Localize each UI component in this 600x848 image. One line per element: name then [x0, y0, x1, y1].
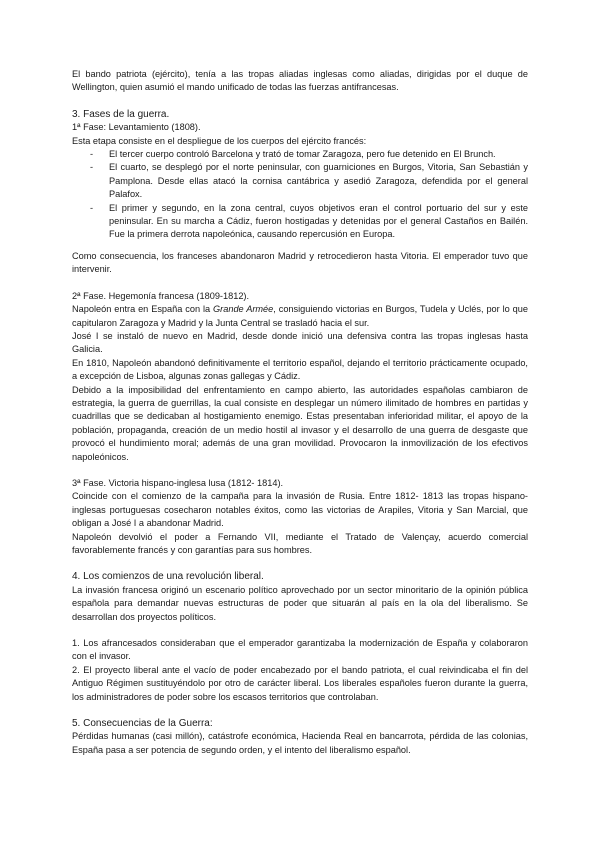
- phase-1-title: 1ª Fase: Levantamiento (1808).: [72, 122, 201, 133]
- section-3-heading: 3. Fases de la guerra.: [72, 108, 170, 120]
- section-5-heading: 5. Consecuencias de la Guerra:: [72, 718, 213, 730]
- section-4-heading: 4. Los comienzos de una revolución liberal.: [72, 571, 264, 583]
- phase-2-paragraph-4: Debido a la imposibilidad del enfrentamiento en campo abierto, las autoridades españolas cambiaron de estrategia, la guerra de guerrillas, la cual consiste en desplegar un número ilimitado de hombres en partidas y cuadrillas que se dedicaban al hostigamiento enemigo. Estas presentaban inferioridad militar, el apoyo de la población, propaganda, creación de un medio hostil al invasor y el desarrollo de una guerra de desgaste que provocó el hundimiento moral; además de una gran movilidad. Provocaron la inmovilización de los efectivos napoleónicos.: [72, 384, 528, 462]
- list-item: - El primer y segundo, en la zona central, cuyos objetivos eran el control portuario del sur y este peninsular. En su marcha a Cádiz, fueron hostigadas y detenidas por el general Castaños en Bailén. Fue la primera derrota napoleónica, causando repercusión en Europa.: [72, 202, 528, 242]
- list-item: - El tercer cuerpo controló Barcelona y trató de tomar Zaragoza, pero fue detenido en El Brunch.: [72, 148, 528, 161]
- phase-1-consequence: Como consecuencia, los franceses abandonaron Madrid y retrocedieron hasta Vitoria. El emperador tuvo que intervenir.: [72, 250, 528, 275]
- grande-armee-term: Grande Armée: [213, 304, 274, 315]
- phase-1-list: [72, 148, 528, 242]
- phase-2-title: 2ª Fase. Hegemonía francesa (1809-1812).: [72, 290, 250, 301]
- phase-3-title: 3ª Fase. Victoria hispano-inglesa lusa (1812- 1814).: [72, 477, 284, 488]
- list-item: - El cuarto, se desplegó por el norte peninsular, con guarniciones en Burgos, Vitoria, San Sebastián y Pamplona. Desde ellas atacó la cornisa cantábrica y asedió Zaragoza, defendida por el general Palafox.: [72, 161, 528, 201]
- section-4-point-2: 2. El proyecto liberal ante el vacío de poder encabezado por el bando patriota, el cual reivindicaba el fin del Antiguo Régimen sustituyéndolo por otro de carácter liberal. Los liberales españoles fueron durante la guerra, los administradores de poder sobre los escasos territorios que controlaban.: [72, 664, 528, 702]
- phase-2-paragraph-3: En 1810, Napoleón abandonó definitivamente el territorio español, dejando el territorio prácticamente ocupado, a excepción de Lisboa, algunas zonas gallegas y Cádiz.: [72, 357, 528, 382]
- phase-2-paragraph-2: José I se instaló de nuevo en Madrid, desde donde inició una defensiva contra las tropas inglesas hasta Galicia.: [72, 330, 528, 355]
- phase-3-paragraph-2: Napoleón devolvió el poder a Fernando VII, mediante el Tratado de Valençay, acuerdo comercial favorablemente francés y con garantías para sus hombres.: [72, 531, 528, 555]
- section-4-point-1: 1. Los afrancesados consideraban que el emperador garantizaba la modernización de España y colaboraron con el invasor.: [72, 638, 528, 662]
- section-4-intro: La invasión francesa originó un escenario político aprovechado por un sector minoritario de la opinión pública española para demandar nuevas estructuras de poder que situarán al país en la ola del liberalismo. Se desarrollan dos proyectos políticos.: [72, 584, 528, 622]
- section-5-text: Pérdidas humanas (casi millón), catástrofe económica, Hacienda Real en bancarrota, pérdida de las colonias, España pasa a ser potencia de segundo orden, y el intento del liberalismo español.: [72, 731, 528, 755]
- intro-paragraph: El bando patriota (ejército), tenía a las tropas aliadas inglesas como aliadas, dirigidas por el duque de Wellington, quien asumió el mando unificado de todas las fuerzas antifrancesas.: [72, 69, 528, 93]
- phase-3-paragraph-1: Coincide con el comienzo de la campaña para la invasión de Rusia. Entre 1812- 1813 las tropas hispano- inglesas portuguesas cosecharon notables éxitos, como las victorias de Arapiles, Vitoria y San Marcial, que obligan a José I a abandonar Madrid.: [72, 491, 528, 529]
- phase-1-intro: Esta etapa consiste en el despliegue de los cuerpos del ejército francés:: [72, 135, 367, 146]
- phase-2-paragraph-1: Napoleón entra en España con la Grande Armée, consiguiendo victorias en Burgos, Tudela y Uclés, por lo que capitularon Zaragoza y Madrid y la Junta Central se trasladó hacia el sur.: [72, 304, 529, 328]
